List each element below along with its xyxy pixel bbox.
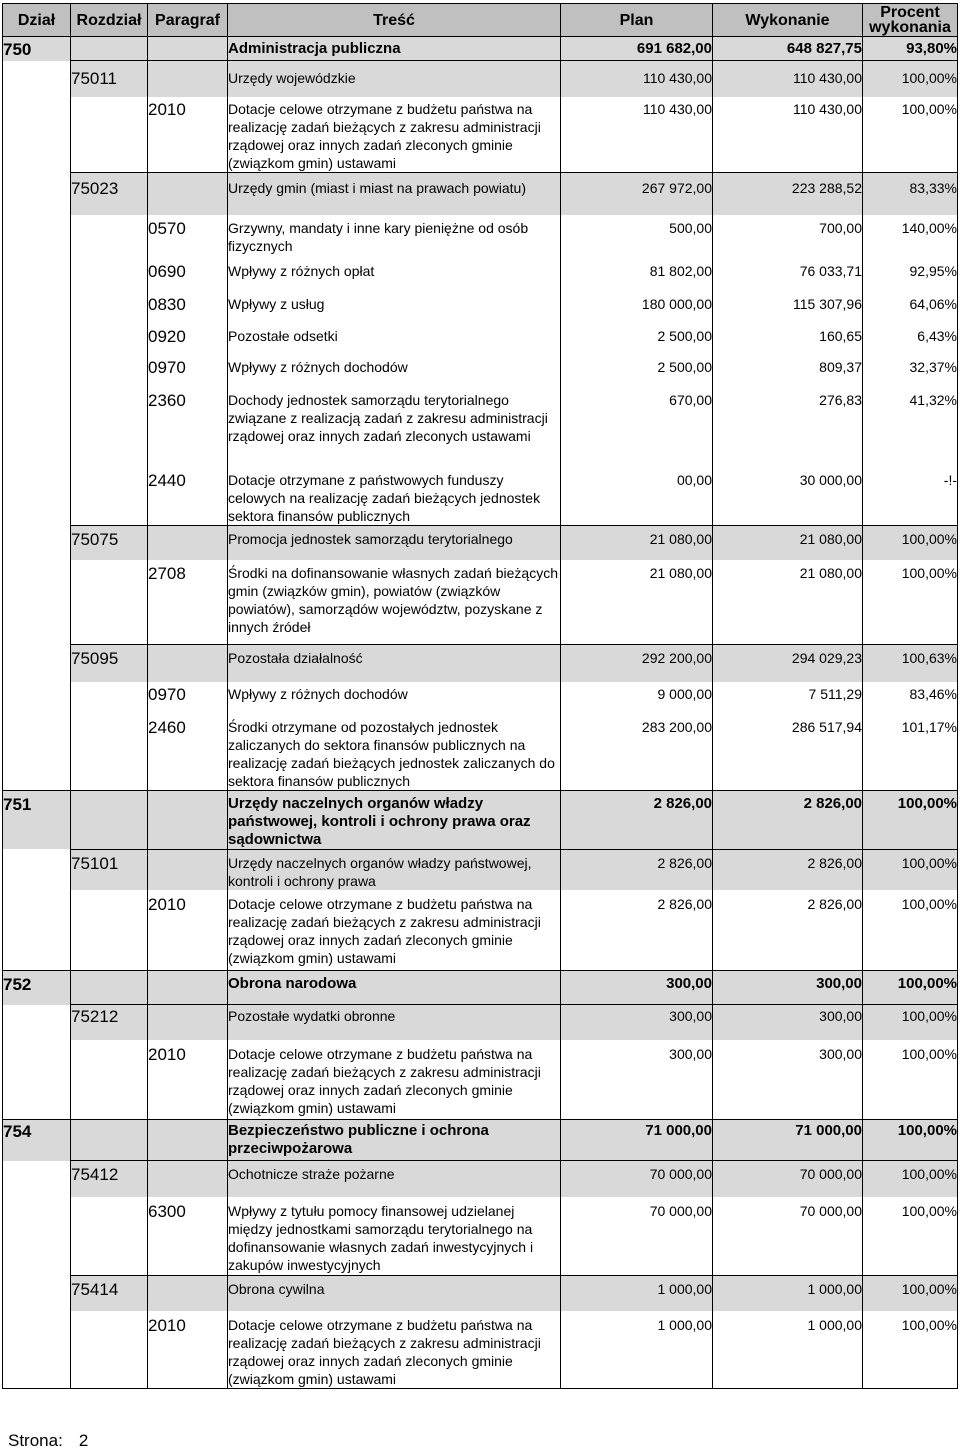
table-row bbox=[3, 291, 958, 323]
cell-paragraf: 2460 bbox=[148, 713, 228, 791]
cell-wykonanie: 70 000,00 bbox=[713, 1161, 863, 1197]
cell-tresc: Wpływy z różnych dochodów bbox=[228, 682, 561, 713]
cell-procent: 100,00% bbox=[863, 971, 958, 1005]
cell-procent: 32,37% bbox=[863, 354, 958, 387]
table-row bbox=[3, 173, 958, 215]
cell-dzial bbox=[3, 849, 71, 890]
cell-wykonanie: 2 826,00 bbox=[713, 790, 863, 849]
cell-wykonanie: 1 000,00 bbox=[713, 1311, 863, 1389]
cell-procent: -!- bbox=[863, 466, 958, 526]
cell-rozdzial bbox=[71, 682, 148, 713]
cell-dzial bbox=[3, 291, 71, 323]
cell-paragraf bbox=[148, 1005, 228, 1040]
table-row bbox=[3, 257, 958, 291]
cell-dzial bbox=[3, 560, 71, 645]
table-row bbox=[3, 323, 958, 354]
cell-tresc: Dotacje celowe otrzymane z budżetu państwa na realizację zadań bieżących z zakresu administracji rządowej oraz innych zadań zleconych gminie (związkom gmin) ustawami bbox=[228, 1040, 561, 1120]
cell-paragraf bbox=[148, 37, 228, 61]
cell-dzial bbox=[3, 257, 71, 291]
cell-dzial bbox=[3, 215, 71, 257]
table-row bbox=[3, 1005, 958, 1040]
cell-rozdzial bbox=[71, 1197, 148, 1276]
cell-plan: 267 972,00 bbox=[561, 173, 713, 215]
cell-procent: 41,32% bbox=[863, 387, 958, 466]
cell-paragraf bbox=[148, 526, 228, 560]
cell-tresc: Wpływy z różnych dochodów bbox=[228, 354, 561, 387]
cell-tresc: Ochotnicze straże pożarne bbox=[228, 1161, 561, 1197]
cell-paragraf: 2010 bbox=[148, 1311, 228, 1389]
cell-procent: 93,80% bbox=[863, 37, 958, 61]
cell-rozdzial: 75101 bbox=[71, 849, 148, 890]
table-row bbox=[3, 971, 958, 1005]
cell-wykonanie: 110 430,00 bbox=[713, 97, 863, 173]
cell-plan: 70 000,00 bbox=[561, 1197, 713, 1276]
cell-plan: 110 430,00 bbox=[561, 61, 713, 97]
cell-procent: 6,43% bbox=[863, 323, 958, 354]
cell-tresc: Promocja jednostek samorządu terytorialnego bbox=[228, 526, 561, 560]
cell-procent: 100,00% bbox=[863, 790, 958, 849]
cell-dzial bbox=[3, 1040, 71, 1120]
cell-plan: 21 080,00 bbox=[561, 560, 713, 645]
cell-procent: 100,00% bbox=[863, 526, 958, 560]
table-row bbox=[3, 790, 958, 849]
cell-tresc: Dotacje celowe otrzymane z budżetu państwa na realizację zadań bieżących z zakresu administracji rządowej oraz innych zadań zleconych gminie (związkom gmin) ustawami bbox=[228, 97, 561, 173]
cell-wykonanie: 648 827,75 bbox=[713, 37, 863, 61]
cell-tresc: Środki otrzymane od pozostałych jednostek zaliczanych do sektora finansów publicznych na realizację zadań bieżących jednostek zaliczanych do sektora finansów publicznych bbox=[228, 713, 561, 791]
cell-paragraf: 2010 bbox=[148, 1040, 228, 1120]
cell-wykonanie: 160,65 bbox=[713, 323, 863, 354]
table-row bbox=[3, 97, 958, 173]
cell-dzial bbox=[3, 1005, 71, 1040]
cell-rozdzial: 75011 bbox=[71, 61, 148, 97]
cell-wykonanie: 21 080,00 bbox=[713, 560, 863, 645]
cell-wykonanie: 300,00 bbox=[713, 1005, 863, 1040]
cell-dzial: 754 bbox=[3, 1120, 71, 1161]
cell-paragraf: 0830 bbox=[148, 291, 228, 323]
cell-tresc: Pozostała działalność bbox=[228, 645, 561, 682]
cell-wykonanie: 7 511,29 bbox=[713, 682, 863, 713]
cell-plan: 670,00 bbox=[561, 387, 713, 466]
table-body bbox=[3, 37, 958, 1389]
cell-plan: 2 500,00 bbox=[561, 323, 713, 354]
cell-paragraf: 6300 bbox=[148, 1197, 228, 1276]
cell-rozdzial: 75414 bbox=[71, 1276, 148, 1311]
cell-paragraf bbox=[148, 173, 228, 215]
cell-dzial bbox=[3, 526, 71, 560]
cell-dzial: 751 bbox=[3, 790, 71, 849]
cell-plan: 81 802,00 bbox=[561, 257, 713, 291]
cell-rozdzial bbox=[71, 215, 148, 257]
table-row bbox=[3, 466, 958, 526]
cell-rozdzial bbox=[71, 713, 148, 791]
cell-procent: 83,46% bbox=[863, 682, 958, 713]
cell-plan: 1 000,00 bbox=[561, 1311, 713, 1389]
cell-procent: 100,00% bbox=[863, 1005, 958, 1040]
cell-procent: 100,00% bbox=[863, 1197, 958, 1276]
cell-plan: 00,00 bbox=[561, 466, 713, 526]
cell-tresc: Urzędy naczelnych organów władzy państwowej, kontroli i ochrony prawa bbox=[228, 849, 561, 890]
cell-wykonanie: 300,00 bbox=[713, 971, 863, 1005]
cell-plan: 2 500,00 bbox=[561, 354, 713, 387]
cell-tresc: Środki na dofinansowanie własnych zadań bieżących gmin (związków gmin), powiatów (związków powiatów), samorządów województw, pozyskane z innych źródeł bbox=[228, 560, 561, 645]
cell-plan: 300,00 bbox=[561, 1005, 713, 1040]
cell-tresc: Grzywny, mandaty i inne kary pieniężne od osób fizycznych bbox=[228, 215, 561, 257]
cell-tresc: Urzędy wojewódzkie bbox=[228, 61, 561, 97]
cell-plan: 691 682,00 bbox=[561, 37, 713, 61]
table-row bbox=[3, 1311, 958, 1389]
table-row bbox=[3, 1197, 958, 1276]
cell-dzial bbox=[3, 1311, 71, 1389]
cell-wykonanie: 700,00 bbox=[713, 215, 863, 257]
cell-dzial bbox=[3, 645, 71, 682]
page-number: 2 bbox=[78, 1431, 89, 1450]
cell-rozdzial bbox=[71, 466, 148, 526]
table-row bbox=[3, 526, 958, 560]
cell-wykonanie: 71 000,00 bbox=[713, 1120, 863, 1161]
cell-plan: 283 200,00 bbox=[561, 713, 713, 791]
cell-tresc: Bezpieczeństwo publiczne i ochrona przeciwpożarowa bbox=[228, 1120, 561, 1161]
cell-plan: 300,00 bbox=[561, 1040, 713, 1120]
table-row bbox=[3, 560, 958, 645]
cell-dzial bbox=[3, 354, 71, 387]
cell-wykonanie: 76 033,71 bbox=[713, 257, 863, 291]
cell-dzial bbox=[3, 682, 71, 713]
table-row bbox=[3, 387, 958, 466]
cell-dzial bbox=[3, 466, 71, 526]
cell-rozdzial bbox=[71, 1120, 148, 1161]
cell-tresc: Dochody jednostek samorządu terytorialnego związane z realizacją zadań z zakresu administracji rządowej oraz innych zadań zleconych ustawami bbox=[228, 387, 561, 466]
cell-plan: 2 826,00 bbox=[561, 890, 713, 971]
cell-rozdzial: 75023 bbox=[71, 173, 148, 215]
cell-rozdzial: 75412 bbox=[71, 1161, 148, 1197]
cell-wykonanie: 294 029,23 bbox=[713, 645, 863, 682]
cell-paragraf bbox=[148, 1161, 228, 1197]
cell-plan: 110 430,00 bbox=[561, 97, 713, 173]
cell-dzial bbox=[3, 323, 71, 354]
cell-tresc: Dotacje celowe otrzymane z budżetu państwa na realizację zadań bieżących z zakresu administracji rządowej oraz innych zadań zleconych gminie (związkom gmin) ustawami bbox=[228, 1311, 561, 1389]
cell-procent: 101,17% bbox=[863, 713, 958, 791]
cell-plan: 2 826,00 bbox=[561, 849, 713, 890]
col-header-plan: Plan bbox=[561, 4, 713, 37]
cell-wykonanie: 1 000,00 bbox=[713, 1276, 863, 1311]
cell-procent: 83,33% bbox=[863, 173, 958, 215]
cell-dzial bbox=[3, 97, 71, 173]
cell-wykonanie: 809,37 bbox=[713, 354, 863, 387]
cell-wykonanie: 115 307,96 bbox=[713, 291, 863, 323]
cell-dzial bbox=[3, 890, 71, 971]
cell-plan: 70 000,00 bbox=[561, 1161, 713, 1197]
cell-procent: 92,95% bbox=[863, 257, 958, 291]
table-row bbox=[3, 61, 958, 97]
col-header-rozdzial: Rozdział bbox=[71, 4, 148, 37]
cell-wykonanie: 286 517,94 bbox=[713, 713, 863, 791]
cell-rozdzial bbox=[71, 890, 148, 971]
col-header-dzial: Dział bbox=[3, 4, 71, 37]
cell-paragraf: 2360 bbox=[148, 387, 228, 466]
cell-procent: 140,00% bbox=[863, 215, 958, 257]
col-header-procent: Procent wykonania bbox=[863, 4, 958, 37]
table-row bbox=[3, 1276, 958, 1311]
cell-paragraf bbox=[148, 971, 228, 1005]
cell-wykonanie: 110 430,00 bbox=[713, 61, 863, 97]
cell-rozdzial bbox=[71, 97, 148, 173]
col-header-tresc: Treść bbox=[228, 4, 561, 37]
cell-tresc: Obrona narodowa bbox=[228, 971, 561, 1005]
cell-dzial bbox=[3, 173, 71, 215]
cell-procent: 100,00% bbox=[863, 890, 958, 971]
table-row bbox=[3, 890, 958, 971]
cell-dzial bbox=[3, 61, 71, 97]
cell-paragraf: 0920 bbox=[148, 323, 228, 354]
cell-procent: 100,00% bbox=[863, 849, 958, 890]
cell-procent: 100,00% bbox=[863, 97, 958, 173]
cell-dzial bbox=[3, 713, 71, 791]
cell-tresc: Pozostałe odsetki bbox=[228, 323, 561, 354]
page-label: Strona: bbox=[8, 1431, 63, 1450]
cell-paragraf: 0970 bbox=[148, 354, 228, 387]
cell-rozdzial bbox=[71, 323, 148, 354]
cell-rozdzial bbox=[71, 257, 148, 291]
table-row bbox=[3, 1040, 958, 1120]
cell-paragraf: 0970 bbox=[148, 682, 228, 713]
cell-procent: 100,00% bbox=[863, 1311, 958, 1389]
cell-plan: 180 000,00 bbox=[561, 291, 713, 323]
cell-plan: 2 826,00 bbox=[561, 790, 713, 849]
col-header-paragraf: Paragraf bbox=[148, 4, 228, 37]
cell-wykonanie: 21 080,00 bbox=[713, 526, 863, 560]
cell-rozdzial: 75212 bbox=[71, 1005, 148, 1040]
cell-procent: 100,00% bbox=[863, 1161, 958, 1197]
cell-tresc: Wpływy z usług bbox=[228, 291, 561, 323]
cell-tresc: Wpływy z różnych opłat bbox=[228, 257, 561, 291]
cell-rozdzial bbox=[71, 560, 148, 645]
cell-procent: 64,06% bbox=[863, 291, 958, 323]
cell-procent: 100,00% bbox=[863, 61, 958, 97]
cell-tresc: Pozostałe wydatki obronne bbox=[228, 1005, 561, 1040]
cell-wykonanie: 223 288,52 bbox=[713, 173, 863, 215]
cell-paragraf bbox=[148, 790, 228, 849]
cell-procent: 100,00% bbox=[863, 1276, 958, 1311]
cell-dzial bbox=[3, 1276, 71, 1311]
cell-plan: 71 000,00 bbox=[561, 1120, 713, 1161]
table-row bbox=[3, 354, 958, 387]
cell-rozdzial: 75095 bbox=[71, 645, 148, 682]
table-row bbox=[3, 37, 958, 61]
table-row bbox=[3, 849, 958, 890]
cell-rozdzial bbox=[71, 1311, 148, 1389]
header-row bbox=[3, 4, 958, 37]
cell-plan: 1 000,00 bbox=[561, 1276, 713, 1311]
cell-tresc: Dotacje otrzymane z państwowych funduszy celowych na realizację zadań bieżących jednostek sektora finansów publicznych bbox=[228, 466, 561, 526]
cell-rozdzial bbox=[71, 354, 148, 387]
cell-wykonanie: 70 000,00 bbox=[713, 1197, 863, 1276]
cell-procent: 100,63% bbox=[863, 645, 958, 682]
cell-plan: 292 200,00 bbox=[561, 645, 713, 682]
table-row bbox=[3, 645, 958, 682]
table-row bbox=[3, 682, 958, 713]
cell-paragraf: 2708 bbox=[148, 560, 228, 645]
cell-dzial bbox=[3, 387, 71, 466]
cell-paragraf: 2010 bbox=[148, 97, 228, 173]
table-row bbox=[3, 1120, 958, 1161]
cell-tresc: Obrona cywilna bbox=[228, 1276, 561, 1311]
cell-rozdzial bbox=[71, 37, 148, 61]
cell-plan: 500,00 bbox=[561, 215, 713, 257]
cell-paragraf bbox=[148, 1276, 228, 1311]
cell-paragraf: 0570 bbox=[148, 215, 228, 257]
table-row bbox=[3, 215, 958, 257]
cell-wykonanie: 300,00 bbox=[713, 1040, 863, 1120]
budget-table bbox=[2, 3, 958, 1389]
cell-tresc: Urzędy naczelnych organów władzy państwowej, kontroli i ochrony prawa oraz sądownictwa bbox=[228, 790, 561, 849]
cell-dzial bbox=[3, 1161, 71, 1197]
cell-wykonanie: 2 826,00 bbox=[713, 890, 863, 971]
cell-wykonanie: 276,83 bbox=[713, 387, 863, 466]
cell-paragraf bbox=[148, 849, 228, 890]
cell-paragraf bbox=[148, 645, 228, 682]
cell-wykonanie: 2 826,00 bbox=[713, 849, 863, 890]
cell-rozdzial: 75075 bbox=[71, 526, 148, 560]
cell-rozdzial bbox=[71, 291, 148, 323]
col-header-wykonanie: Wykonanie bbox=[713, 4, 863, 37]
cell-procent: 100,00% bbox=[863, 1040, 958, 1120]
cell-dzial bbox=[3, 1197, 71, 1276]
cell-tresc: Wpływy z tytułu pomocy finansowej udzielanej między jednostkami samorządu terytorialnego na dofinansowanie własnych zadań inwestycyjnych i zakupów inwestycyjnych bbox=[228, 1197, 561, 1276]
cell-rozdzial bbox=[71, 387, 148, 466]
cell-paragraf: 2010 bbox=[148, 890, 228, 971]
cell-tresc: Administracja publiczna bbox=[228, 37, 561, 61]
cell-paragraf bbox=[148, 1120, 228, 1161]
cell-rozdzial bbox=[71, 971, 148, 1005]
cell-plan: 21 080,00 bbox=[561, 526, 713, 560]
cell-rozdzial bbox=[71, 790, 148, 849]
cell-wykonanie: 30 000,00 bbox=[713, 466, 863, 526]
cell-paragraf: 2440 bbox=[148, 466, 228, 526]
cell-plan: 300,00 bbox=[561, 971, 713, 1005]
cell-dzial: 750 bbox=[3, 37, 71, 61]
cell-procent: 100,00% bbox=[863, 560, 958, 645]
page-footer bbox=[8, 1431, 88, 1451]
cell-rozdzial bbox=[71, 1040, 148, 1120]
table-row bbox=[3, 1161, 958, 1197]
cell-plan: 9 000,00 bbox=[561, 682, 713, 713]
cell-procent: 100,00% bbox=[863, 1120, 958, 1161]
cell-tresc: Urzędy gmin (miast i miast na prawach powiatu) bbox=[228, 173, 561, 215]
table-row bbox=[3, 713, 958, 791]
cell-dzial: 752 bbox=[3, 971, 71, 1005]
cell-paragraf: 0690 bbox=[148, 257, 228, 291]
cell-tresc: Dotacje celowe otrzymane z budżetu państwa na realizację zadań bieżących z zakresu administracji rządowej oraz innych zadań zleconych gminie (związkom gmin) ustawami bbox=[228, 890, 561, 971]
cell-paragraf bbox=[148, 61, 228, 97]
